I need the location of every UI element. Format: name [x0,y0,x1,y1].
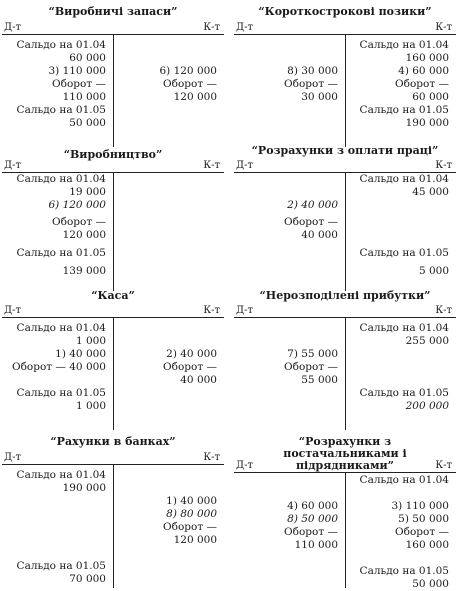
debit-column [2,39,113,130]
entry-line: Оборот — [163,361,217,373]
account-title: “Розрахунки з постачальниками і підрядниками” [283,435,407,472]
account-title: “Нерозподілені прибутки” [259,289,431,302]
entry-line [345,216,456,229]
entry-line [113,117,224,130]
t-account-header [2,22,224,35]
entry-line [2,495,113,508]
entry-line: 8) 50 000 [287,513,338,525]
t-account-header [234,460,456,473]
entry-line: 4) 60 000 [287,500,338,512]
account-title: “Рахунки в банках” [50,435,176,448]
entry-line [345,552,456,565]
entry-line: Сальдо на 01.05 [359,565,449,577]
entry-line: Сальдо на 01.04 [359,39,449,51]
debit-column [234,474,345,552]
entry-line: Оборот — [284,361,338,373]
entry-line: Сальдо на 01.04 [16,322,106,334]
entry-line [113,547,224,560]
entry-line [113,482,224,495]
t-account-divider [113,173,114,291]
entry-line: Сальдо на 01.05 [16,387,106,399]
entry-line: 1 000 [75,335,106,347]
credit-label: К-т [203,305,220,316]
entry-line: Оборот — 40 000 [11,361,106,373]
entry-line: Сальдо на 01.05 [359,387,449,399]
entry-line [345,361,456,374]
debit-column [234,322,345,387]
entry-line: 190 000 [62,482,106,494]
entry-line [345,374,456,387]
entry-line: Оборот — [395,78,449,90]
entry-line [345,487,456,500]
credit-column [113,469,224,586]
entry-line [113,104,224,117]
entry-line [234,487,345,500]
entry-line: 120 000 [173,91,217,103]
t-account-header [2,452,224,465]
entry-line: 7) 55 000 [287,348,338,360]
entry-line [345,229,456,242]
entry-line [113,322,224,335]
entry-line: 110 000 [62,91,106,103]
debit-column [234,39,345,130]
entry-line: 190 000 [405,117,449,129]
credit-label: К-т [435,160,452,171]
t-account-header [2,305,224,318]
entry-line: 2) 40 000 [166,348,217,360]
entry-line: 30 000 [301,91,338,103]
entry-line: 6) 120 000 [159,65,217,77]
credit-column [113,39,224,130]
entry-line: Сальдо на 01.05 [359,247,449,259]
entry-line [113,335,224,348]
entry-line [2,534,113,547]
entry-line [234,474,345,487]
entry-line: 3) 110 000 [391,500,449,512]
entry-line: 4) 60 000 [398,65,449,77]
entry-line [113,39,224,52]
entry-line [234,173,345,186]
entry-line: 50 000 [69,117,106,129]
debit-label: Д-т [236,305,254,316]
entry-line [113,469,224,482]
entry-line: 1) 40 000 [166,495,217,507]
entry-line: Сальдо на 01.04 [16,173,106,185]
entry-line [234,335,345,348]
entry-line: 120 000 [62,229,106,241]
entry-line: 60 000 [69,52,106,64]
entry-line: 5 000 [418,265,449,277]
entry-line: Оборот — [163,78,217,90]
entry-line: 5) 50 000 [398,513,449,525]
entry-line: 120 000 [173,534,217,546]
debit-column [2,322,113,413]
debit-column [234,173,345,242]
entry-line: 60 000 [412,91,449,103]
debit-label: Д-т [236,22,254,33]
entry-line: 3) 110 000 [48,65,106,77]
account-title: “Розрахунки з оплати праці” [251,144,439,157]
credit-label: К-т [435,460,452,471]
credit-column [113,173,224,186]
entry-line: Сальдо на 01.05 [16,104,106,116]
entry-line [234,117,345,130]
debit-label: Д-т [236,160,254,171]
entry-line: 1 000 [75,400,106,412]
t-account-header [2,160,224,173]
entry-line [345,199,456,212]
entry-line [234,39,345,52]
entry-line: Оборот — [52,216,106,228]
t-account-header [234,305,456,318]
debit-label: Д-т [4,22,22,33]
entry-line: 200 000 [405,400,449,412]
entry-line [234,322,345,335]
entry-line: Сальдо на 01.04 [359,322,449,334]
entry-line: Оборот — [395,526,449,538]
credit-label: К-т [435,22,452,33]
debit-label: Д-т [236,460,254,471]
entry-line: 2) 40 000 [287,199,338,211]
entry-line: 139 000 [62,265,106,277]
entry-line: Сальдо на 01.04 [16,469,106,481]
entry-line [2,521,113,534]
credit-label: К-т [203,22,220,33]
entry-line: Сальдо на 01.04 [359,173,449,185]
entry-line [234,52,345,65]
entry-line: 45 000 [412,186,449,198]
account-title: “Каса” [91,289,135,302]
account-title: “Виробництво” [63,148,163,161]
credit-column [113,322,224,387]
entry-line: Сальдо на 01.05 [359,104,449,116]
debit-column [2,469,113,586]
entry-line [234,104,345,117]
entry-line: 50 000 [412,578,449,590]
debit-label: Д-т [4,160,22,171]
entry-line [2,508,113,521]
debit-label: Д-т [4,452,22,463]
credit-column [345,322,456,413]
entry-line [113,573,224,586]
entry-line: Оборот — [163,521,217,533]
credit-column [345,173,456,278]
entry-line [113,173,224,186]
entry-line [234,186,345,199]
entry-line: Сальдо на 01.05 [16,560,106,572]
entry-line: Сальдо на 01.05 [16,247,106,259]
entry-line: 19 000 [69,186,106,198]
debit-label: Д-т [4,305,22,316]
account-title: “Виробничі запаси” [48,5,178,18]
credit-label: К-т [203,160,220,171]
entry-line: 1) 40 000 [55,348,106,360]
credit-column [345,39,456,130]
entry-line: 55 000 [301,374,338,386]
entry-line: 160 000 [405,539,449,551]
entry-line [113,52,224,65]
entry-line [2,547,113,560]
entry-line: 160 000 [405,52,449,64]
entry-line: 8) 30 000 [287,65,338,77]
account-title: “Короткострокові позики” [258,5,432,18]
entry-line: 255 000 [405,335,449,347]
t-account-header [234,22,456,35]
entry-line: 8) 80 000 [166,508,217,520]
entry-line: Оборот — [284,526,338,538]
t-account-header [234,160,456,173]
credit-column [345,474,456,591]
debit-column [2,173,113,278]
entry-line: 110 000 [294,539,338,551]
entry-line: Оборот — [284,78,338,90]
entry-line: 40 000 [180,374,217,386]
credit-label: К-т [435,305,452,316]
entry-line: 40 000 [301,229,338,241]
entry-line: Оборот — [284,216,338,228]
entry-line: Сальдо на 01.04 [16,39,106,51]
entry-line [113,560,224,573]
entry-line: 70 000 [69,573,106,585]
entry-line [2,374,113,387]
entry-line [345,348,456,361]
entry-line: Сальдо на 01.04 [359,474,449,486]
entry-line: 6) 120 000 [48,199,106,211]
credit-label: К-т [203,452,220,463]
entry-line: Оборот — [52,78,106,90]
